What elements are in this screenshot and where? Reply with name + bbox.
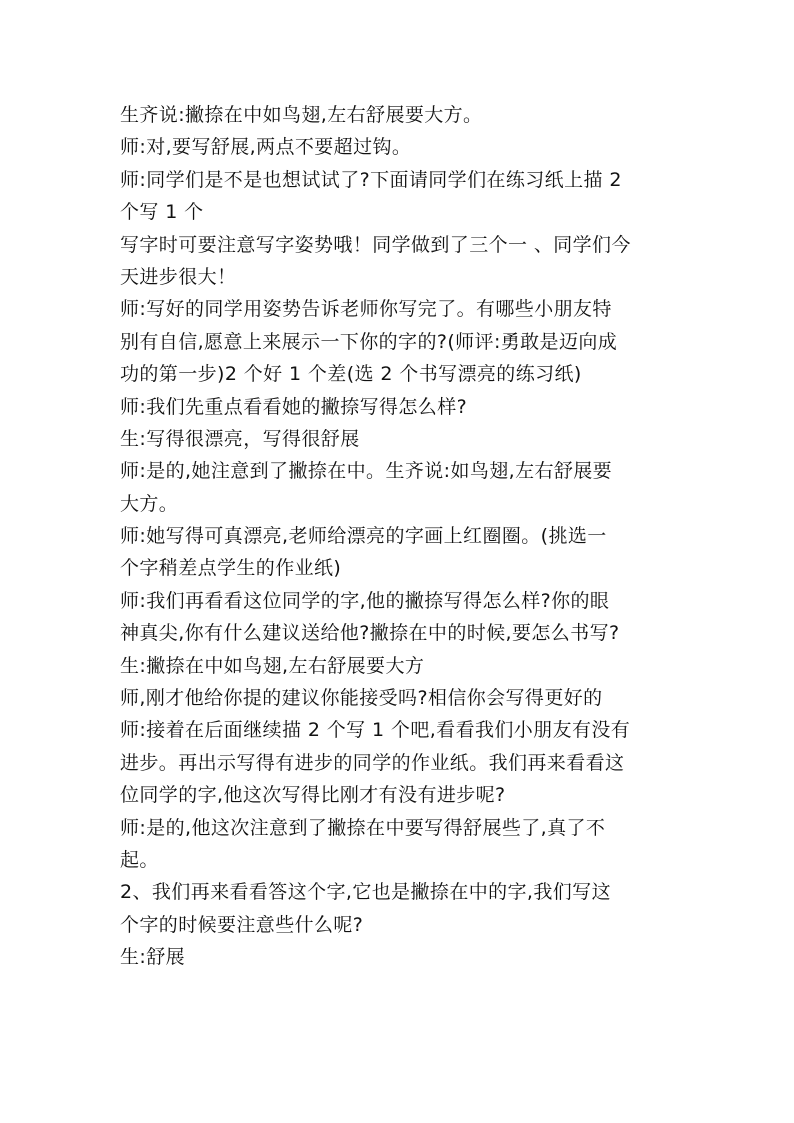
- text-line: 神真尖,你有什么建议送给他?撇捺在中的时候,要怎么书写?: [120, 622, 620, 645]
- text-line: 起。: [120, 848, 159, 871]
- text-line: 生:撇捺在中如鸟翅,左右舒展要大方: [120, 654, 425, 677]
- document-body: [120, 99, 690, 974]
- text-line: 天进步很大！: [120, 265, 237, 288]
- text-line: 生齐说:撇捺在中如鸟翅,左右舒展要大方。: [120, 104, 483, 126]
- text-line: 写字时可要注意写字姿势哦！同学做到了三个一 、同学们今: [120, 233, 631, 256]
- text-line: 进步。再出示写得有进步的同学的作业纸。我们再来看看这: [120, 751, 625, 774]
- text-line: 2、我们再来看看答这个字,它也是撇捺在中的字,我们写这: [120, 881, 611, 904]
- text-line: 功的第一步)2 个好 1 个差(选 2 个书写漂亮的练习纸): [120, 363, 582, 386]
- text-line: 师:写好的同学用姿势告诉老师你写完了。有哪些小朋友特: [120, 298, 612, 321]
- text-line: 别有自信,愿意上来展示一下你的字的?(师评:勇敢是迈向成: [120, 330, 618, 353]
- text-line: 个写 1 个: [120, 201, 204, 224]
- text-line: 个字的时候要注意些什么呢?: [120, 913, 364, 936]
- text-line: 大方。: [120, 492, 179, 515]
- text-line: 师:对,要写舒展,两点不要超过钩。: [120, 136, 412, 159]
- text-line: 师:我们再看看这位同学的字,他的撇捺写得怎么样?你的眼: [120, 589, 610, 612]
- text-line: 师:我们先重点看看她的撇捺写得怎么样?: [120, 395, 468, 418]
- text-line: 师:是的,他这次注意到了撇捺在中要写得舒展些了,真了不: [120, 816, 606, 839]
- text-line: 师:她写得可真漂亮,老师给漂亮的字画上红圈圈。(挑选一: [120, 525, 607, 548]
- text-line: 师:接着在后面继续描 2 个写 1 个吧,看看我们小朋友有没有: [120, 719, 631, 742]
- text-line: 生:舒展: [120, 946, 186, 969]
- text-line: 师:同学们是不是也想试试了?下面请同学们在练习纸上描 2: [120, 168, 622, 191]
- text-line: 师:是的,她注意到了撇捺在中。生齐说:如鸟翅,左右舒展要: [120, 460, 613, 483]
- text-line: 师,刚才他给你提的建议你能接受吗?相信你会写得更好的: [120, 687, 603, 710]
- text-line: 生:写得很漂亮，写得很舒展: [120, 427, 360, 450]
- text-line: 位同学的字,他这次写得比刚才有没有进步呢?: [120, 784, 506, 807]
- text-line: 个字稍差点学生的作业纸): [120, 557, 342, 580]
